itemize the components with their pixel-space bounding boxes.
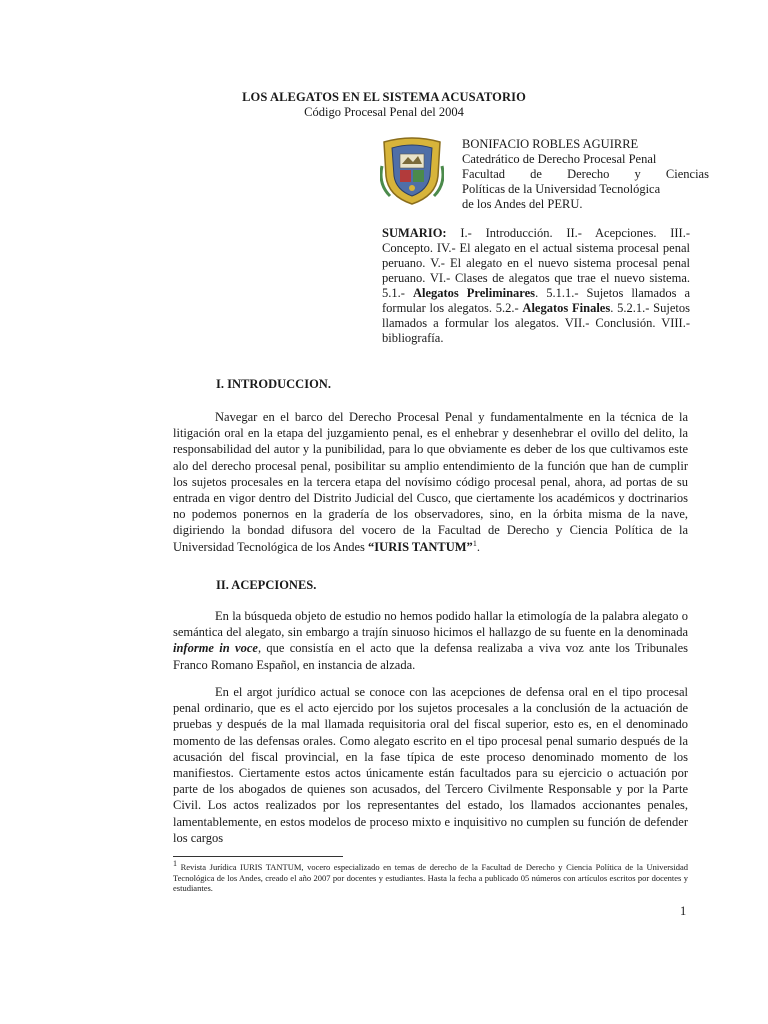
footnote-marker: 1 <box>173 859 177 869</box>
acepciones-text-1b: , que consistía en el acto que la defensa realizaba a viva voz ante los Tribunales Franco Romano Español, en instancia de alzada. <box>173 641 688 672</box>
document-subtitle: Código Procesal Penal del 2004 <box>304 105 464 119</box>
acepciones-paragraph-2 <box>173 684 688 846</box>
footnote <box>173 859 688 894</box>
acepciones-text-2: En el argot jurídico actual se conoce con las acepciones de defensa oral en el tipo procesal penal ordinario, que es el acto ejercido por los sujetos procesales a la conclusión de la actuación de pruebas y después de la mal llamada requisitoria oral del fiscal superior, esto es, en el denominado momento de las defensas orales. Como alegato escrito en el tipo procesal penal sumario después de la acusación del fiscal provincial, en la fase típica de este proceso denominado momento de los manifiestos. Ciertamente estos actos únicamente están facultados para su ejercicio o actuación por parte de los abogados de quienes son acusados, del Tercero Civilmente Responsable y por la Parte Civil. Los actos realizados por los representantes del estado, los llamados accionantes penales, lamentablemente, en estos modelos de proceso mixto e inquisitivo no cumplen su función de defender los cargos <box>173 685 688 845</box>
introduction-end: . <box>476 539 480 554</box>
acepciones-text-1a: En la búsqueda objeto de estudio no hemos podido hallar la etimología de la palabra alegato o semántica del alegato, sin embargo a trajín sinuoso hicimos el hallazgo de su fuente en la denominada <box>173 609 688 640</box>
summary-text-2: . 5.1.1.- Sujetos llamados a formular los alegatos. 5.2.- <box>382 286 691 315</box>
section-heading-introduction: I. INTRODUCCION. <box>216 377 331 391</box>
acepciones-emphasis: informe in voce <box>173 641 258 656</box>
author-affiliation-2-text: Facultad de Derecho y Ciencias <box>462 167 709 181</box>
page-number: 1 <box>680 904 687 918</box>
summary-text-3: . 5.2.1.- Sujetos llamados a formular los alegatos. VII.- Conclusión. VIII.- bibliografía. <box>382 301 690 345</box>
introduction-text: Navegar en el barco del Derecho Procesal Penal y fundamentalmente en la técnica de la litigación oral en la etapa del juzgamiento penal, es el enhebrar y desenhebrar el ovillo del delito, la responsabilidad del autor y la punibilidad, para lo que obviamente es deber de los que cultivamos este alo del derecho procesal penal, posibilitar su amplio entendimiento de la función que han de cumplir los sujetos procesales en la tercera etapa del novísimo código procesal penal, ahora, ad portas de su entrada en vigor dentro del Distrito Judicial del Cusco, que ciertamente los académicos y doctrinarios no podemos ponernos en la gradería de los observadores, sino, en la órbita misma de la nave, digiriendo la bondad difusora del vocero de la Facultad de Derecho y Ciencia Política de la Universidad Tecnológica de los Andes <box>173 410 688 554</box>
footnote-reference[interactable]: 1 <box>472 538 477 548</box>
summary-block <box>382 226 690 346</box>
introduction-paragraph <box>173 409 688 555</box>
summary-label: SUMARIO: <box>382 226 447 240</box>
summary-bold-2: Alegatos Finales <box>522 301 611 315</box>
author-affiliation-2 <box>462 167 709 182</box>
summary-text-1: I.- Introducción. II.- Acepciones. III.- Concepto. IV.- El alegato en el actual sistema procesal penal peruano. V.- El alegato en el nuevo sistema procesal penal peruano. VI.- Clases de alegatos que trae el nuevo sistema. 5.1.- <box>382 226 690 300</box>
document-title: LOS ALEGATOS EN EL SISTEMA ACUSATORIO <box>242 90 526 104</box>
acepciones-paragraph-1 <box>173 608 688 673</box>
author-affiliation-1: Catedrático de Derecho Procesal Penal <box>462 152 657 166</box>
section-heading-acepciones: II. ACEPCIONES. <box>216 578 317 592</box>
footnote-divider <box>173 856 343 857</box>
university-crest-icon <box>380 136 444 206</box>
author-affiliation-3: Políticas de la Universidad Tecnológica <box>462 182 661 196</box>
author-block <box>462 137 709 212</box>
author-affiliation-4: de los Andes del PERU. <box>462 197 583 211</box>
author-name: BONIFACIO ROBLES AGUIRRE <box>462 137 639 151</box>
footnote-text: Revista Jurídica IURIS TANTUM, vocero especializado en temas de derecho de la Facultad de Derecho y Ciencia Política de la Universidad Tecnológica de los Andes, creado el año 2007 por docentes y estudiantes. Hasta la fecha a publicado 05 números con artículos escritos por docentes y estudiantes. <box>173 862 688 893</box>
journal-name: “IURIS TANTUM” <box>368 539 473 554</box>
summary-bold-1: Alegatos Preliminares <box>412 286 536 300</box>
